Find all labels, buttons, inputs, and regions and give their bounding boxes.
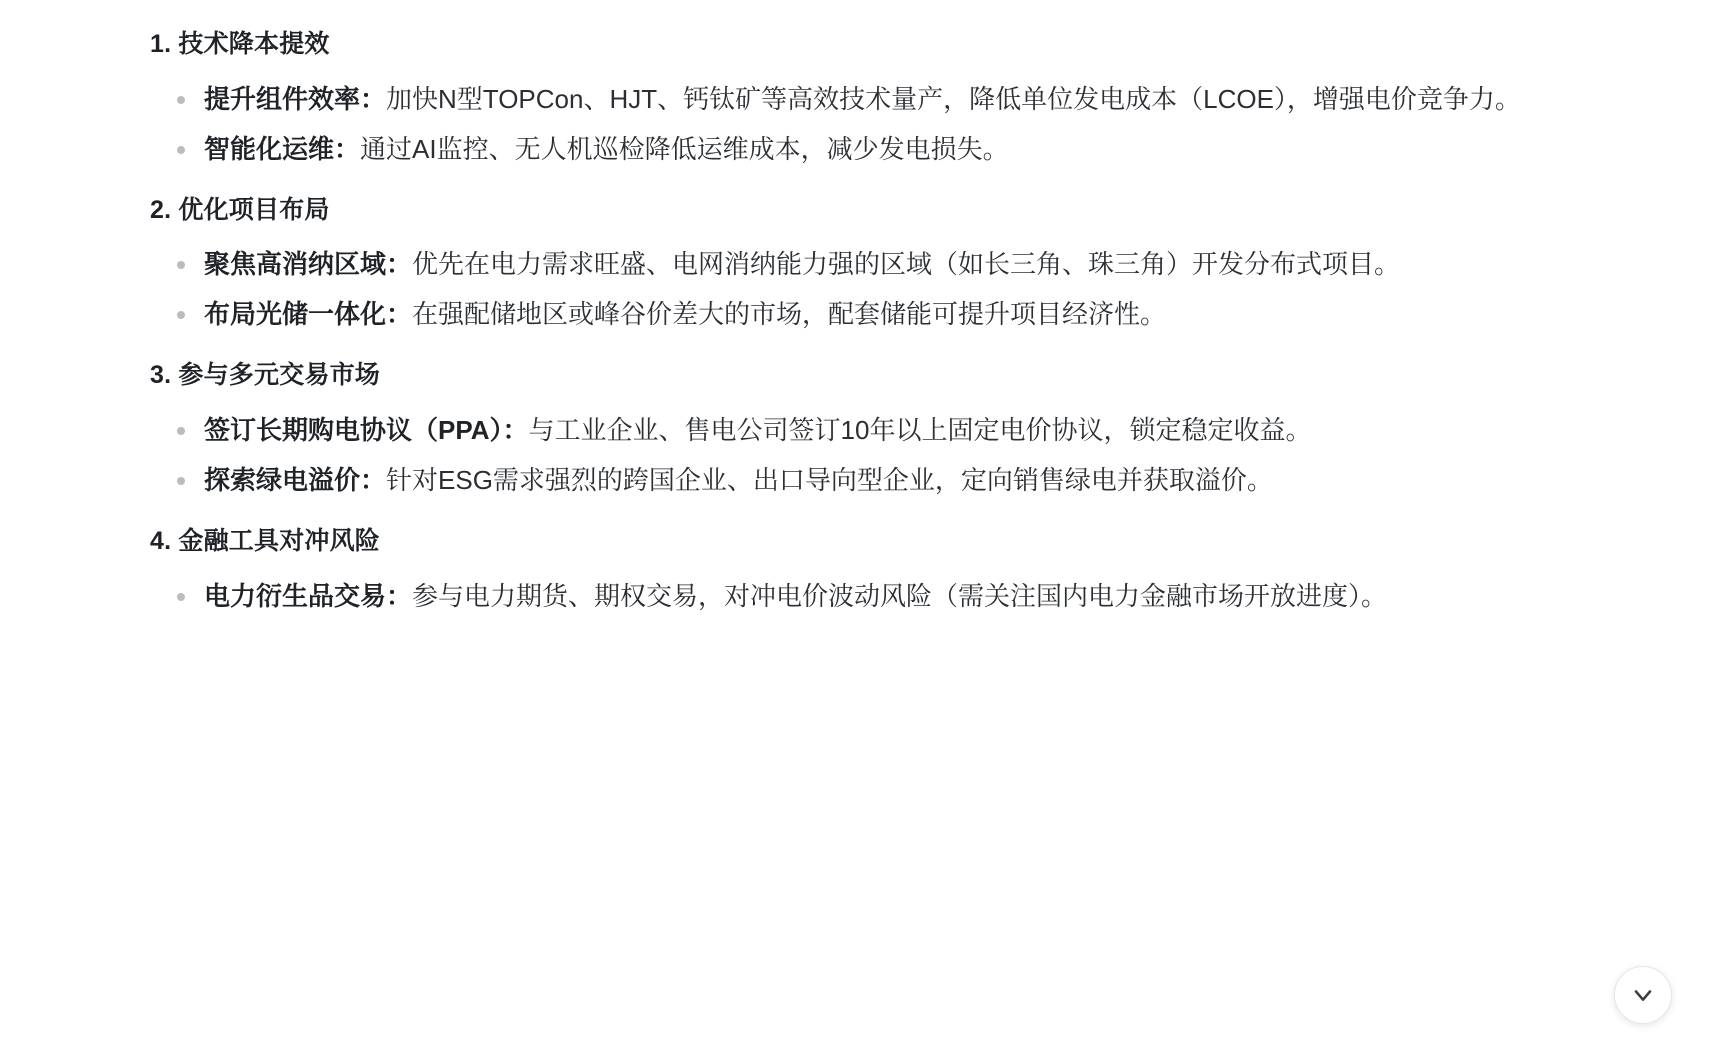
list-item-lead: 布局光储一体化： [204, 299, 413, 330]
list-item-lead: 电力衍生品交易： [204, 580, 413, 611]
list-item-text: 在强配储地区或峰谷价差大的市场，配套储能可提升项目经济性。 [412, 299, 1167, 330]
list-item-text: 与工业企业、售电公司签订10年以上固定电价协议，锁定稳定收益。 [528, 414, 1312, 445]
list-item-text: 参与电力期货、期权交易，对冲电价波动风险（需关注国内电力金融市场开放进度）。 [412, 580, 1388, 611]
section-heading: 4. 金融工具对冲风险 [150, 527, 380, 556]
list-item-lead: 聚焦高消纳区域： [204, 249, 413, 280]
list-item-text: 加快N型TOPCon、HJT、钙钛矿等高效技术量产，降低单位发电成本（LCOE），增强电价竞争力。 [386, 83, 1521, 114]
list-item-lead: 探索绿电溢价： [204, 465, 387, 496]
section-heading: 2. 优化项目布局 [150, 195, 330, 224]
bullet-list [150, 78, 1674, 170]
bullet-list [150, 575, 1674, 617]
list-item-lead: 智能化运维： [204, 133, 361, 164]
section-1 [150, 26, 1674, 170]
list-item [150, 128, 1674, 170]
section-4 [150, 523, 1674, 617]
list-item-lead: 签订长期购电协议（PPA）： [204, 414, 529, 445]
list-item [150, 78, 1674, 120]
list-item [150, 409, 1674, 451]
list-item-lead: 提升组件效率： [204, 83, 387, 114]
section-3 [150, 357, 1674, 501]
list-item [150, 243, 1674, 285]
list-item [150, 575, 1674, 617]
scroll-to-bottom-button[interactable] [1614, 966, 1672, 1024]
chevron-down-icon [1629, 981, 1657, 1009]
list-item-text: 通过AI监控、无人机巡检降低运维成本，减少发电损失。 [360, 133, 1009, 164]
list-item-text: 针对ESG需求强烈的跨国企业、出口导向型企业，定向销售绿电并获取溢价。 [386, 465, 1273, 496]
list-item-text: 优先在电力需求旺盛、电网消纳能力强的区域（如长三角、珠三角）开发分布式项目。 [412, 249, 1401, 280]
section-2 [150, 192, 1674, 336]
list-item [150, 459, 1674, 501]
bullet-list [150, 243, 1674, 335]
section-heading: 3. 参与多元交易市场 [150, 361, 380, 390]
section-heading: 1. 技术降本提效 [150, 30, 330, 58]
bullet-list [150, 409, 1674, 501]
list-item [150, 293, 1674, 335]
